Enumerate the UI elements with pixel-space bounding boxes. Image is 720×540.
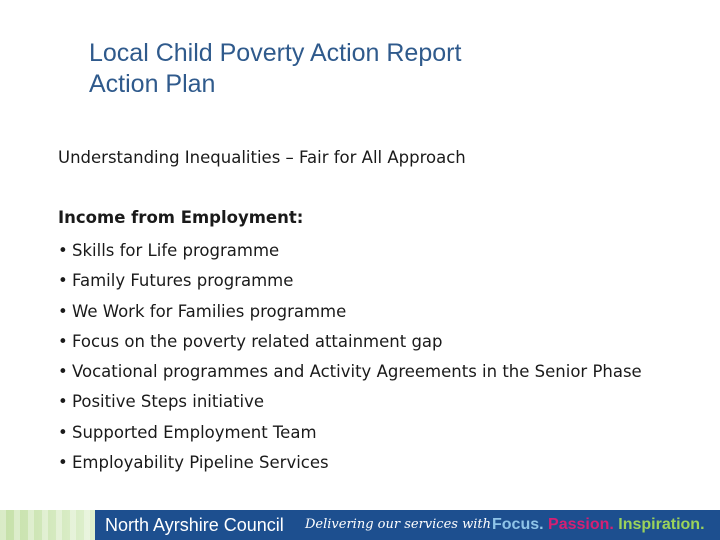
footer-motto [492, 516, 705, 534]
list-item [58, 448, 642, 478]
list-item-text: Supported Employment Team [72, 422, 317, 442]
bullet-icon: • [58, 362, 68, 382]
slide-content [58, 146, 642, 478]
slide-title-line-1: Local Child Poverty Action Report [89, 39, 462, 67]
list-item [58, 387, 642, 417]
slide-subtitle: Understanding Inequalities – Fair for All Approach [58, 148, 466, 167]
list-item [58, 327, 642, 357]
bullet-icon: • [58, 241, 68, 260]
motto-inspiration: Inspiration. [618, 516, 705, 533]
list-item-text: Family Futures programme [72, 271, 294, 291]
list-item [58, 357, 642, 387]
bullet-icon: • [58, 392, 68, 412]
footer-decoration-stripes [0, 510, 95, 540]
bullet-icon: • [58, 453, 68, 473]
list-item [58, 266, 642, 296]
bullet-icon: • [58, 422, 68, 442]
list-item [58, 236, 642, 266]
list-item-text: We Work for Families programme [72, 301, 347, 321]
bullet-icon: • [58, 331, 68, 351]
footer-tagline: Delivering our services with [305, 517, 491, 532]
list-item [58, 297, 642, 327]
list-item-text: Employability Pipeline Services [72, 453, 329, 473]
motto-passion: Passion. [548, 516, 614, 533]
list-item [58, 418, 642, 448]
motto-focus: Focus. [492, 516, 544, 533]
slide-title-line-2: Action Plan [89, 70, 216, 98]
list-item-text: Vocational programmes and Activity Agreements in the Senior Phase [72, 362, 642, 382]
council-name: North Ayrshire Council [105, 515, 284, 535]
bullet-icon: • [58, 301, 68, 321]
footer-banner [0, 510, 720, 540]
slide-title [89, 38, 461, 100]
bullet-list [58, 236, 642, 478]
bullet-icon: • [58, 271, 68, 291]
list-item-text: Skills for Life programme [72, 241, 280, 260]
section-heading: Income from Employment: [58, 208, 304, 227]
list-item-text: Focus on the poverty related attainment gap [72, 331, 443, 351]
list-item-text: Positive Steps initiative [72, 392, 265, 412]
